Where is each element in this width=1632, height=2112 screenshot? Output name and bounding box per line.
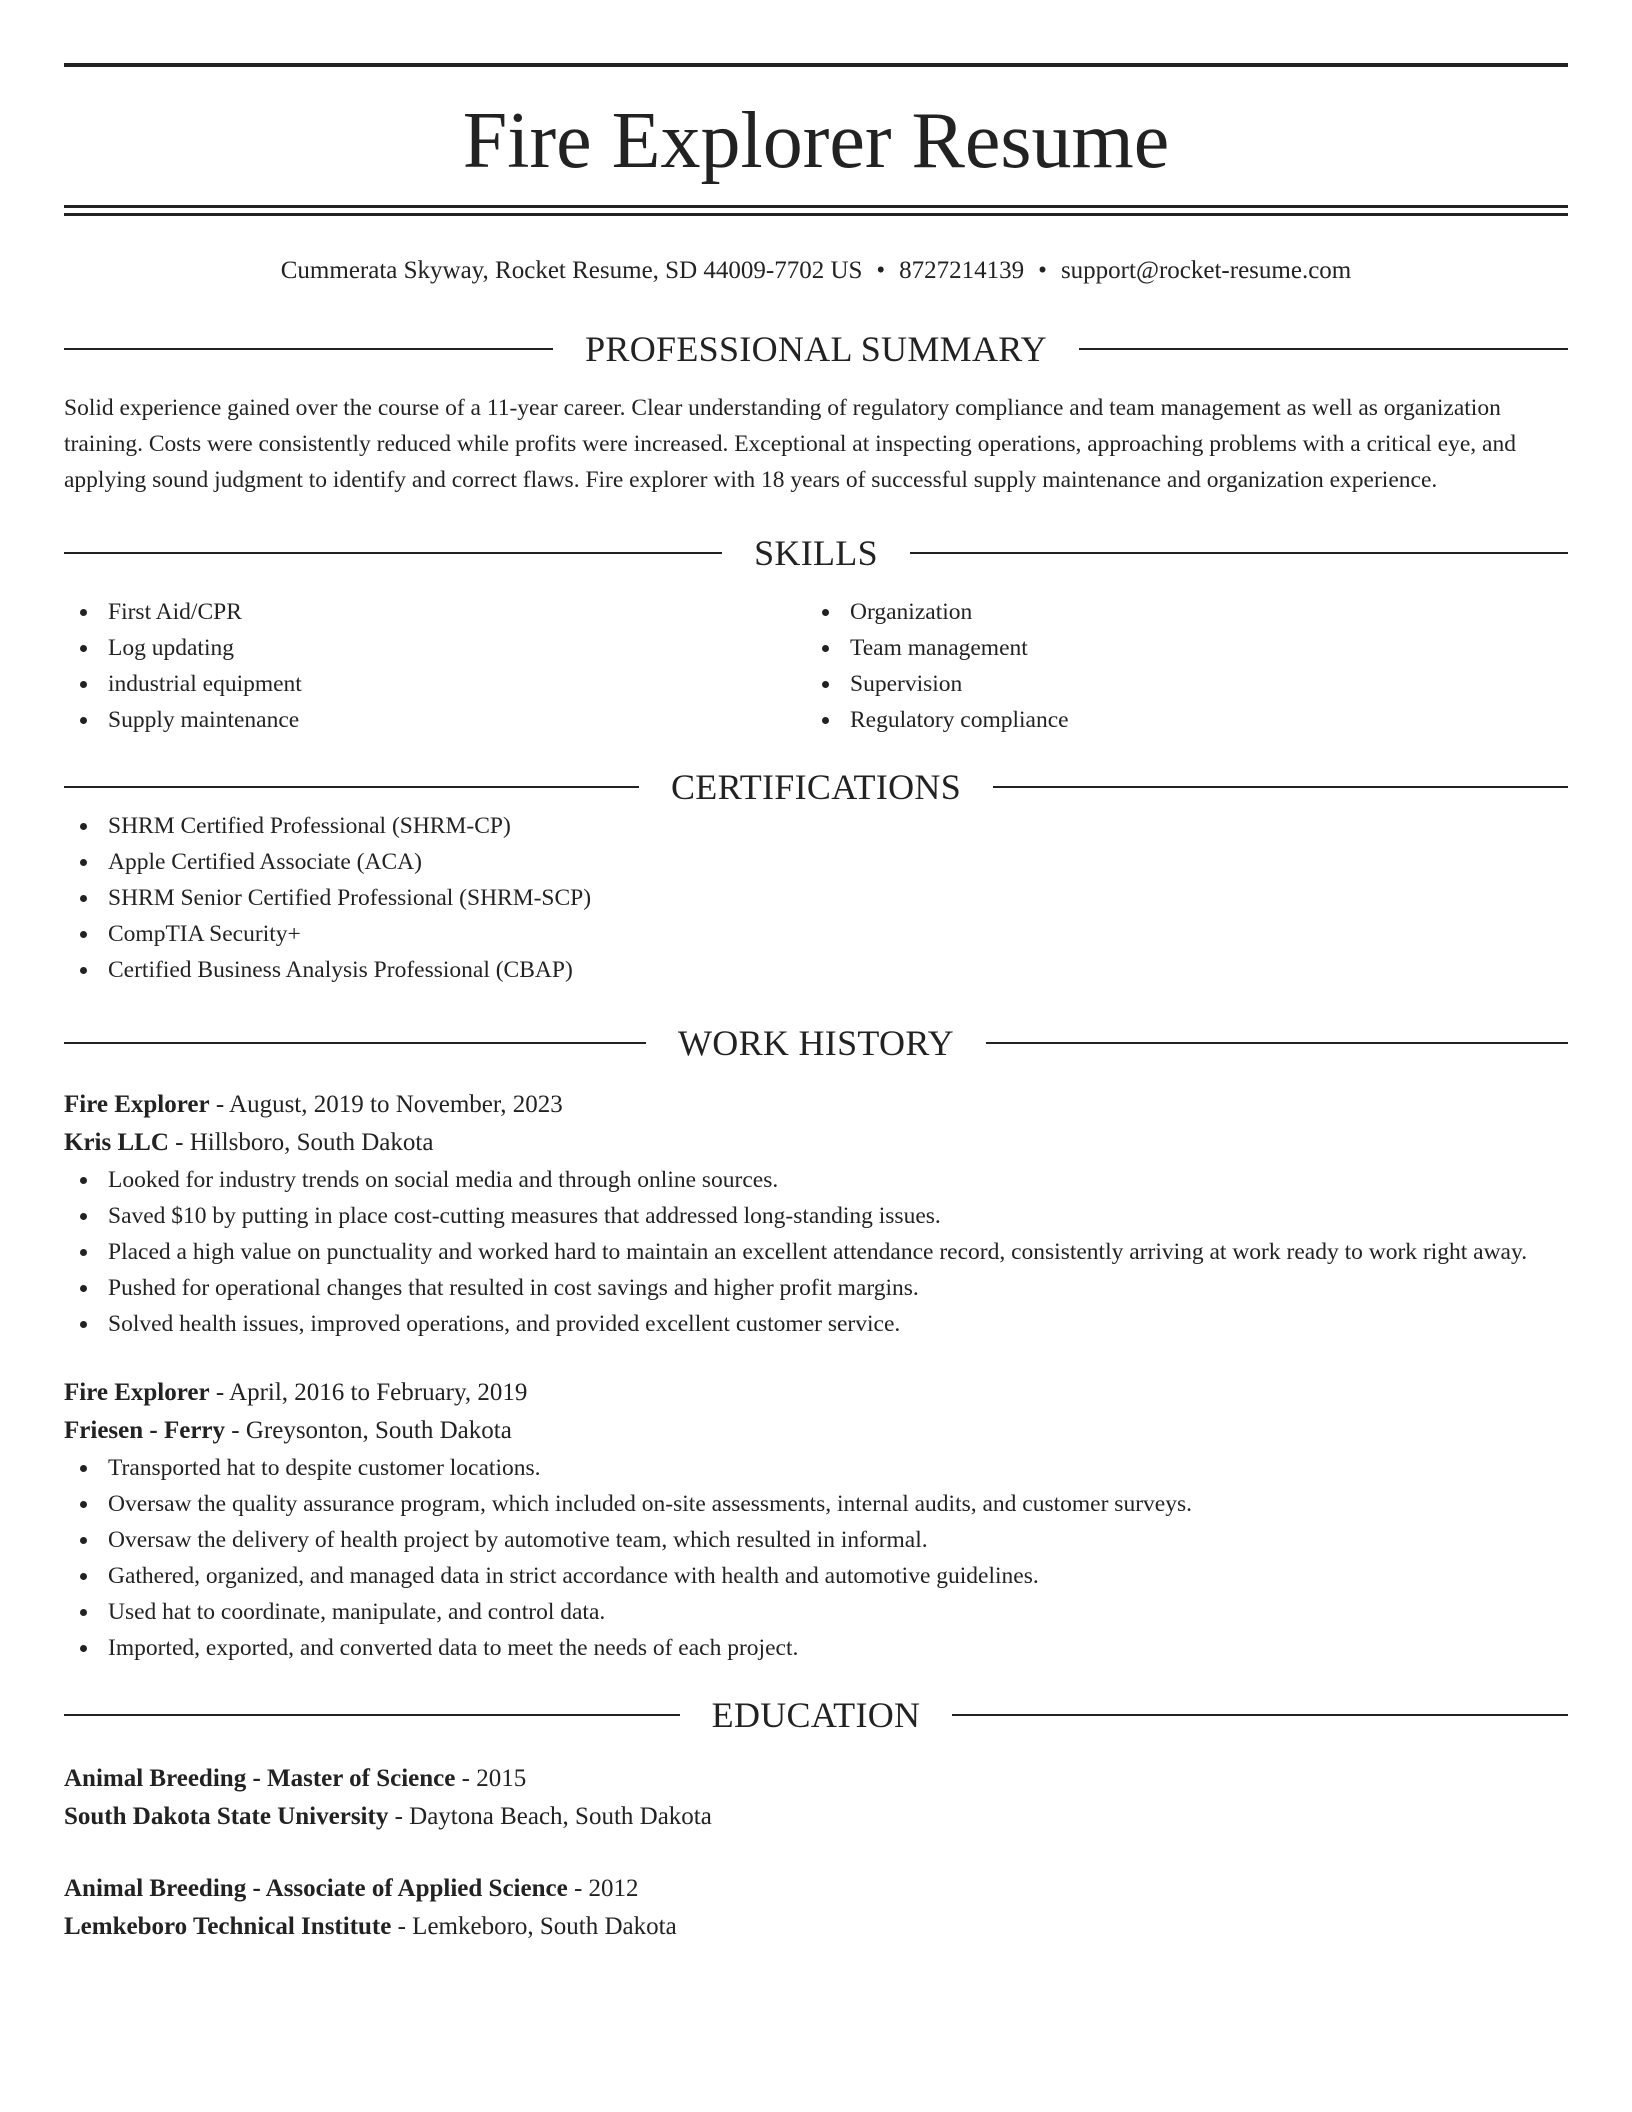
heading-rule — [986, 1042, 1568, 1044]
skill-item: First Aid/CPR — [64, 594, 806, 630]
skill-item: Log updating — [64, 630, 806, 666]
job-duty: Saved $10 by putting in place cost-cutting measures that addressed long-standing issues. — [64, 1198, 1568, 1234]
section-title: SKILLS — [754, 533, 878, 573]
education-entry — [64, 1870, 1568, 1946]
certification-item: CompTIA Security+ — [64, 916, 1568, 952]
heading-rule — [993, 786, 1568, 788]
skills-list-left — [64, 594, 806, 738]
school-line — [64, 1908, 1568, 1946]
job-duty: Solved health issues, improved operations, and provided excellent customer service. — [64, 1306, 1568, 1342]
degree: Animal Breeding - Associate of Applied Science — [64, 1875, 568, 1902]
certification-item: SHRM Senior Certified Professional (SHRM-SCP) — [64, 880, 1568, 916]
skill-item: Supply maintenance — [64, 702, 806, 738]
degree-year: - 2012 — [567, 1875, 639, 1902]
degree-line — [64, 1870, 1568, 1908]
section-heading-certifications — [64, 766, 1568, 808]
job-location: - Hillsboro, South Dakota — [168, 1129, 434, 1156]
job-duty: Transported hat to despite customer locations. — [64, 1450, 1568, 1486]
job-duty: Oversaw the quality assurance program, which included on-site assessments, internal audits, and customer surveys. — [64, 1486, 1568, 1522]
job-company: Friesen - Ferry — [64, 1417, 226, 1444]
degree: Animal Breeding - Master of Science — [64, 1765, 456, 1792]
section-title: WORK HISTORY — [678, 1023, 954, 1063]
contact-separator: • — [1038, 257, 1047, 284]
job-duty: Oversaw the delivery of health project by automotive team, which resulted in informal. — [64, 1522, 1568, 1558]
section-title: PROFESSIONAL SUMMARY — [585, 329, 1047, 369]
heading-rule — [64, 1042, 646, 1044]
section-title: CERTIFICATIONS — [670, 767, 962, 807]
contact-separator: • — [876, 257, 886, 284]
job-duty: Pushed for operational changes that resulted in cost savings and higher profit margins. — [64, 1270, 1568, 1306]
title-double-rule — [64, 205, 1568, 216]
job-title: Fire Explorer — [64, 1091, 210, 1118]
resume-page — [64, 0, 1568, 1946]
skill-item: Team management — [806, 630, 1548, 666]
resume-title: Fire Explorer Resume — [462, 97, 1170, 185]
skill-item: Supervision — [806, 666, 1548, 702]
skills-columns — [64, 594, 1568, 738]
heading-rule — [64, 1714, 680, 1716]
school-location: - Daytona Beach, South Dakota — [388, 1803, 712, 1830]
section-heading-work-history — [64, 1022, 1568, 1064]
job-duty: Gathered, organized, and managed data in strict accordance with health and automotive guidelines. — [64, 1558, 1568, 1594]
skill-item: Organization — [806, 594, 1548, 630]
job-duties-list — [64, 1450, 1568, 1666]
job-title: Fire Explorer — [64, 1379, 210, 1406]
degree-line — [64, 1760, 1568, 1798]
job-duty: Imported, exported, and converted data to meet the needs of each project. — [64, 1630, 1568, 1666]
job-company: Kris LLC — [64, 1129, 169, 1156]
job-title-line — [64, 1374, 1568, 1412]
job-title-line — [64, 1086, 1568, 1124]
certification-item: Apple Certified Associate (ACA) — [64, 844, 1568, 880]
heading-rule — [64, 786, 639, 788]
section-heading-skills — [64, 532, 1568, 574]
section-title: EDUCATION — [711, 1695, 921, 1735]
section-heading-education — [64, 1694, 1568, 1736]
job-location: - Greysonton, South Dakota — [225, 1417, 512, 1444]
heading-rule — [64, 552, 722, 554]
job-duty: Used hat to coordinate, manipulate, and control data. — [64, 1594, 1568, 1630]
job-duties-list — [64, 1162, 1568, 1342]
skill-item: industrial equipment — [64, 666, 806, 702]
contact-line — [64, 256, 1568, 286]
job-duty: Placed a high value on punctuality and worked hard to maintain an excellent attendance record, consistently arriving at work ready to work right away. — [64, 1234, 1568, 1270]
contact-phone: 8727214139 — [899, 257, 1025, 284]
job-company-line — [64, 1124, 1568, 1162]
job-duty: Looked for industry trends on social media and through online sources. — [64, 1162, 1568, 1198]
job-dates: - April, 2016 to February, 2019 — [209, 1379, 528, 1406]
certifications-list — [64, 808, 1568, 988]
certification-item: SHRM Certified Professional (SHRM-CP) — [64, 808, 1568, 844]
skills-list-right — [806, 594, 1548, 738]
heading-rule — [910, 552, 1568, 554]
job-dates: - August, 2019 to November, 2023 — [209, 1091, 563, 1118]
job-company-line — [64, 1412, 1568, 1450]
school-location: - Lemkeboro, South Dakota — [391, 1913, 677, 1940]
section-heading-summary — [64, 328, 1568, 370]
work-entry — [64, 1086, 1568, 1342]
heading-rule — [952, 1714, 1568, 1716]
work-entry — [64, 1374, 1568, 1666]
degree-year: - 2015 — [455, 1765, 527, 1792]
school-line — [64, 1798, 1568, 1836]
skill-item: Regulatory compliance — [806, 702, 1548, 738]
education-entry — [64, 1760, 1568, 1836]
contact-email: support@rocket-resume.com — [1060, 257, 1352, 284]
summary-text: Solid experience gained over the course of a 11-year career. Clear understanding of regulatory compliance and team management as well as organization training. Costs were consistently reduced while profits were increased. Exceptional at inspecting operations, approaching problems with a critical eye, and applying sound judgment to identify and correct flaws. Fire explorer with 18 years of successful supply maintenance and organization experience. — [64, 395, 1516, 493]
school: Lemkeboro Technical Institute — [64, 1913, 392, 1940]
heading-rule — [64, 348, 553, 350]
contact-address: Cummerata Skyway, Rocket Resume, SD 44009-7702 US — [280, 257, 863, 284]
heading-rule — [1079, 348, 1568, 350]
school: South Dakota State University — [64, 1803, 389, 1830]
certification-item: Certified Business Analysis Professional (CBAP) — [64, 952, 1568, 988]
